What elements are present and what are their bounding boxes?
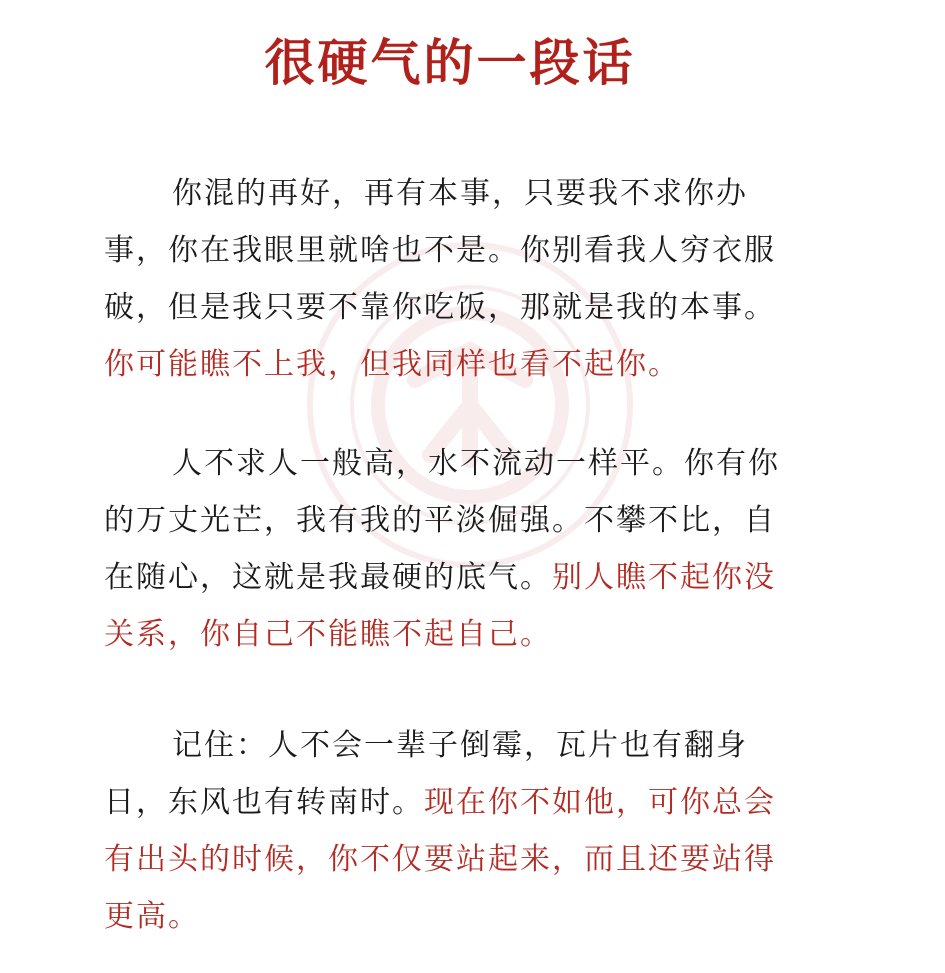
paragraph-2 [104,435,784,663]
paragraph-3-highlight: 现在你不如他，可你总会有出头的时候，你不仅要站起来，而且还要站得更高。 [104,785,776,934]
paragraph-1-highlight: 你可能瞧不上我，但我同样也看不起你。 [104,347,680,382]
paragraph-1 [104,165,784,393]
page-title: 很硬气的一段话 [264,34,636,92]
paragraph-2-text: 人不求人一般高，水不流动一样平。你有你的万丈光芒，我有我的平淡倔强。不攀不比，自在随心，这就是我最硬的底气。 [104,446,780,595]
paragraph-2-highlight: 别人瞧不起你没关系，你自己不能瞧不起自己。 [104,560,776,652]
paragraph-3-text: 记住：人不会一辈子倒霉，瓦片也有翻身日，东风也有转南时。 [104,728,748,820]
paragraph-3 [104,717,784,945]
paragraph-1-text: 你混的再好，再有本事，只要我不求你办事，你在我眼里就啥也不是。你别看我人穷衣服破，但是我只要不靠你吃饭，那就是我的本事。 [104,176,776,325]
